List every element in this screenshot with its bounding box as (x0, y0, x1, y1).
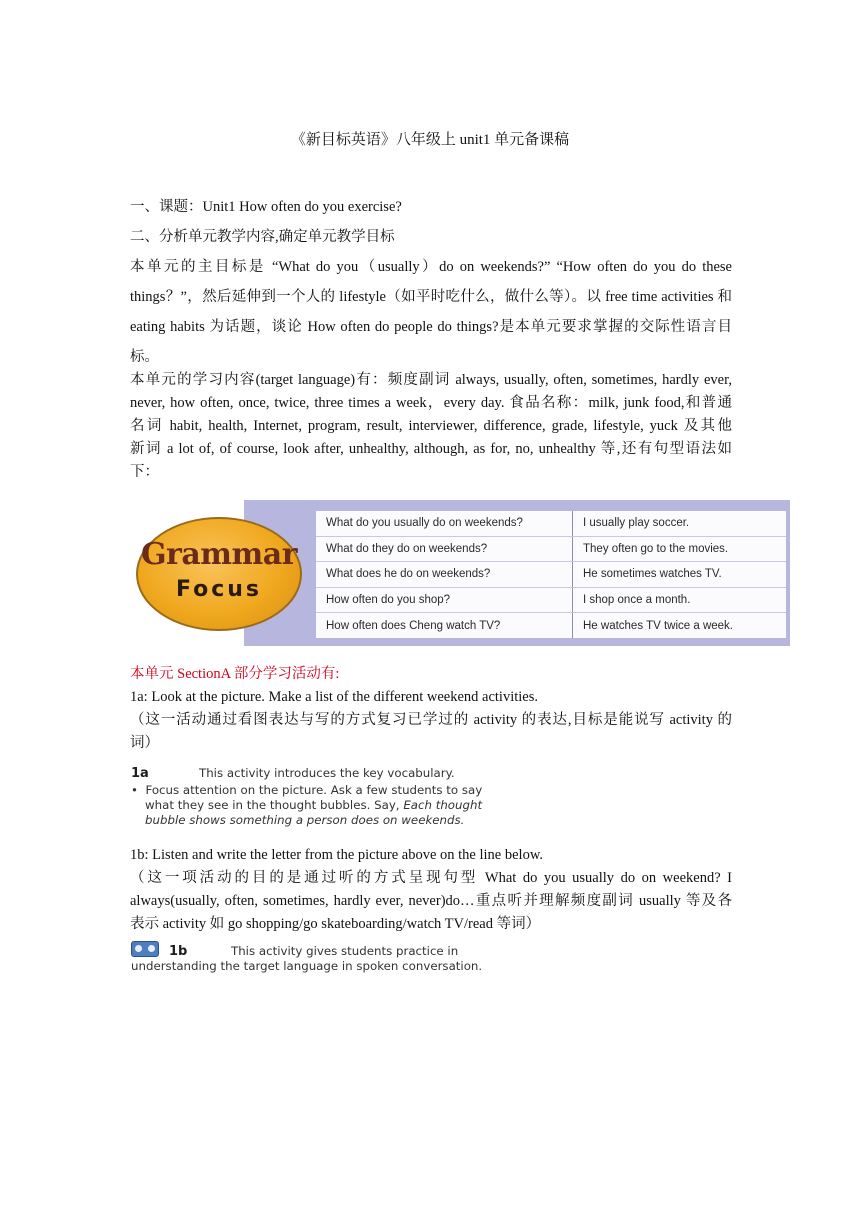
content-line: never, how often, once, twice, three times a week，every day. 食品名称：milk, junk food,和普通 (130, 395, 732, 411)
bullet-icon: • (131, 783, 146, 797)
snippet-label: 1a (131, 766, 149, 781)
answer-cell: He watches TV twice a week. (583, 619, 733, 632)
table-row (316, 562, 786, 588)
activity-1a-note: （这一活动通过看图表达与写的方式复习已学过的 activity 的表达,目标是能说写 activity 的 (130, 712, 732, 728)
answer-cell: I usually play soccer. (573, 511, 787, 536)
content-line: 下： (130, 464, 159, 480)
table-row (316, 511, 786, 536)
activity-1b-line: 1b: Listen and write the letter from the picture above on the line below. (130, 847, 543, 863)
goal-line: 本单元的主目标是 “What do you（usually）do on weekends?” “How often do you do these (130, 259, 732, 275)
question-cell: What do they do on weekends? (316, 536, 573, 562)
topic-line: 一、课题：Unit1 How often do you exercise? (130, 199, 402, 215)
snippet-text: bubble shows something a person does on weekends. (145, 813, 465, 827)
snippet-text: Each thought (403, 798, 483, 812)
question-cell: How often does Cheng watch TV? (316, 613, 573, 638)
activity-1b-note: always(usually, often, sometimes, hardly ever, never)do…重点听并理解频度副词 usually 等及各 (130, 893, 732, 909)
snippet-text: Focus attention on the picture. Ask a few students to say (145, 783, 483, 797)
activity-1b-snippet (131, 941, 491, 974)
section-two-heading: 二、分析单元教学内容,确定单元教学目标 (130, 229, 395, 245)
content-line: 新词 a lot of, of course, look after, unhealthy, although, as for, no, unhealthy 等,还有句型语法如 (130, 441, 732, 457)
document-title: 《新目标英语》八年级上 unit1 单元备课稿 (290, 132, 570, 148)
activity-1a-line: 1a: Look at the picture. Make a list of the different weekend activities. (130, 689, 539, 705)
grammar-focus-table (316, 511, 786, 638)
content-line: 本单元的学习内容(target language)有：频度副词 always, usually, often, sometimes, hardly ever, (130, 372, 732, 388)
activity-1a-snippet (131, 766, 491, 828)
snippet-label: 1b (169, 944, 188, 959)
goal-line: 标。 (130, 349, 159, 365)
goal-line: eating habits 为话题，谈论 How often do people do things?是本单元要求掌握的交际性语言目 (130, 319, 732, 335)
content-line: 名词 habit, health, Internet, program, result, interviewer, difference, grade, lifestyle, yuck 及其他 (130, 418, 732, 434)
activity-1b-note: 表示 activity 如 go shopping/go skateboarding/watch TV/read 等词） (130, 916, 541, 932)
snippet-text: what they see in the thought bubbles. Say, (145, 798, 404, 812)
answer-cell: I shop once a month. (573, 587, 787, 613)
badge-subtitle: Focus (175, 577, 263, 602)
answer-cell: He sometimes watches TV. (573, 562, 787, 588)
snippet-text: understanding the target language in spoken conversation. (131, 959, 483, 973)
answer-cell: They often go to the movies. (573, 536, 787, 562)
goal-line: things？”，然后延伸到一个人的 lifestyle（如平时吃什么，做什么等）。以 free time activities 和 (130, 289, 732, 305)
table-row (316, 613, 786, 638)
activity-1b-note: （这一项活动的目的是通过听的方式呈现句型 What do you usually do on weekend? I (130, 870, 732, 886)
cassette-icon (131, 941, 159, 957)
snippet-intro: This activity gives students practice in (231, 944, 459, 958)
table-row (316, 587, 786, 613)
question-cell: What does he do on weekends? (316, 562, 573, 588)
badge-title: Grammar (140, 537, 298, 572)
question-cell: What do you usually do on weekends? (316, 511, 573, 536)
table-row (316, 536, 786, 562)
question-cell: How often do you shop? (316, 587, 573, 613)
section-a-heading: 本单元 SectionA 部分学习活动有: (130, 666, 340, 682)
grammar-focus-badge (136, 517, 302, 631)
activity-1a-note: 词） (130, 735, 159, 751)
snippet-intro: This activity introduces the key vocabulary. (199, 766, 455, 780)
